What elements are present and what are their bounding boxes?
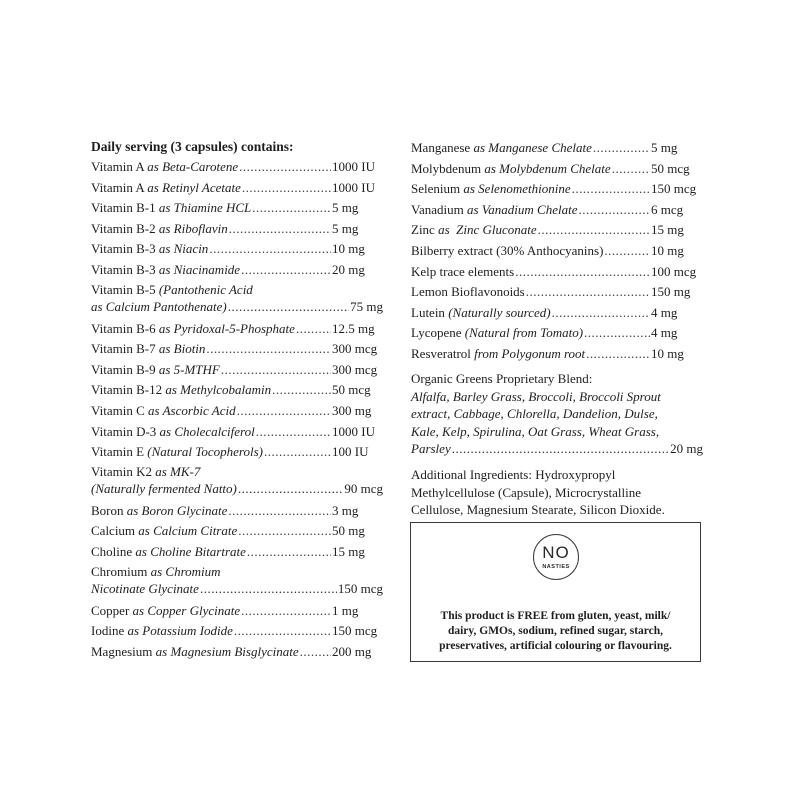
ingredients-right-column [411,138,703,519]
ingredient-row: Kelp trace elements ..... 100 mcg [411,262,703,281]
ingredient-row-b5: Vitamin B-5 (Pantothenic Acid as Calcium Pantothenate) ..... 75 mg [91,281,383,316]
ingredient-row: Vitamin A as Beta-Carotene ..... 1000 IU [91,157,383,176]
ingredients-left-column [91,138,383,662]
ingredient-row-k2: Vitamin K2 as MK-7 (Naturally fermented Natto) ..... 90 mcg [91,463,383,498]
ingredient-row: Vitamin B-1 as Thiamine HCL ..... 5 mg [91,198,383,217]
ingredient-row: Vitamin B-12 as Methylcobalamin ..... 50 mcg [91,380,383,399]
ingredient-row: Vitamin B-3 as Niacin ..... 10 mg [91,239,383,258]
no-nasties-box [410,522,701,662]
ingredient-row: Calcium as Calcium Citrate ..... 50 mg [91,521,383,540]
ingredient-row: Vitamin B-7 as Biotin ..... 300 mcg [91,339,383,358]
ingredient-row: Iodine as Potassium Iodide ..... 150 mcg [91,621,383,640]
ingredient-row: Resveratrol from Polygonum root ..... 10 mg [411,344,703,363]
ingredient-row: Molybdenum as Molybdenum Chelate ..... 50 mcg [411,159,703,178]
ingredient-row: Boron as Boron Glycinate ..... 3 mg [91,501,383,520]
ingredient-row: Lutein (Naturally sourced) ..... 4 mg [411,303,703,322]
ingredient-row: Choline as Choline Bitartrate ..... 15 mg [91,542,383,561]
ingredient-row: Manganese as Manganese Chelate ..... 5 mg [411,138,703,157]
ingredient-row: Lemon Bioflavonoids ..... 150 mg [411,282,703,301]
ingredient-row: Vitamin B-2 as Riboflavin ..... 5 mg [91,219,383,238]
ingredient-row: Vitamin B-6 as Pyridoxal-5-Phosphate ..... 12.5 mg [91,319,383,338]
ingredient-row: Lycopene (Natural from Tomato) ..... 4 mg [411,323,703,342]
ingredient-row: Vitamin C as Ascorbic Acid ..... 300 mg [91,401,383,420]
ingredient-row: Vitamin B-9 as 5-MTHF ..... 300 mcg [91,360,383,379]
ingredient-row: Vitamin B-3 as Niacinamide ..... 20 mg [91,260,383,279]
ingredient-row: Vitamin A as Retinyl Acetate ..... 1000 IU [91,178,383,197]
ingredient-row: Magnesium as Magnesium Bisglycinate ..... 200 mg [91,642,383,661]
ingredient-row: Bilberry extract (30% Anthocyanins) ..... 10 mg [411,241,703,260]
ingredient-row: Vanadium as Vanadium Chelate ..... 6 mcg [411,200,703,219]
ingredient-row: Copper as Copper Glycinate ..... 1 mg [91,601,383,620]
free-from-statement: This product is FREE from gluten, yeast, milk/ dairy, GMOs, sodium, refined sugar, starch, preservatives, artificial colouring or flavouring. [439,610,672,652]
ingredient-row: Vitamin D-3 as Cholecalciferol ..... 1000 IU [91,422,383,441]
greens-blend-title: Organic Greens Proprietary Blend: [411,370,593,386]
ingredient-row: Vitamin E (Natural Tocopherols) ..... 100 IU [91,442,383,461]
ingredient-row-chromium: Chromium as Chromium Nicotinate Glycinate ..... 150 mcg [91,563,383,598]
no-nasties-badge-icon: NO NASTIES [533,534,579,580]
serving-title: Daily serving (3 capsules) contains: [91,139,294,154]
ingredient-row: Selenium as Selenomethionine ..... 150 mcg [411,179,703,198]
greens-blend: Organic Greens Proprietary Blend: Alfalfa, Barley Grass, Broccoli, Broccoli Sprout extract, Cabbage, Chlorella, Dandelion, Dulse, Kale, Kelp, Spirulina, Oat Grass, Wheat Grass, Parsley ..... 20 mg [411,370,703,458]
additional-ingredients: Additional Ingredients: Hydroxypropyl Methylcellulose (Capsule), Microcrystalline Cellulose, Magnesium Stearate, Silicon Dioxide. [411,466,665,518]
ingredient-row: Zinc as Zinc Gluconate ..... 15 mg [411,220,703,239]
